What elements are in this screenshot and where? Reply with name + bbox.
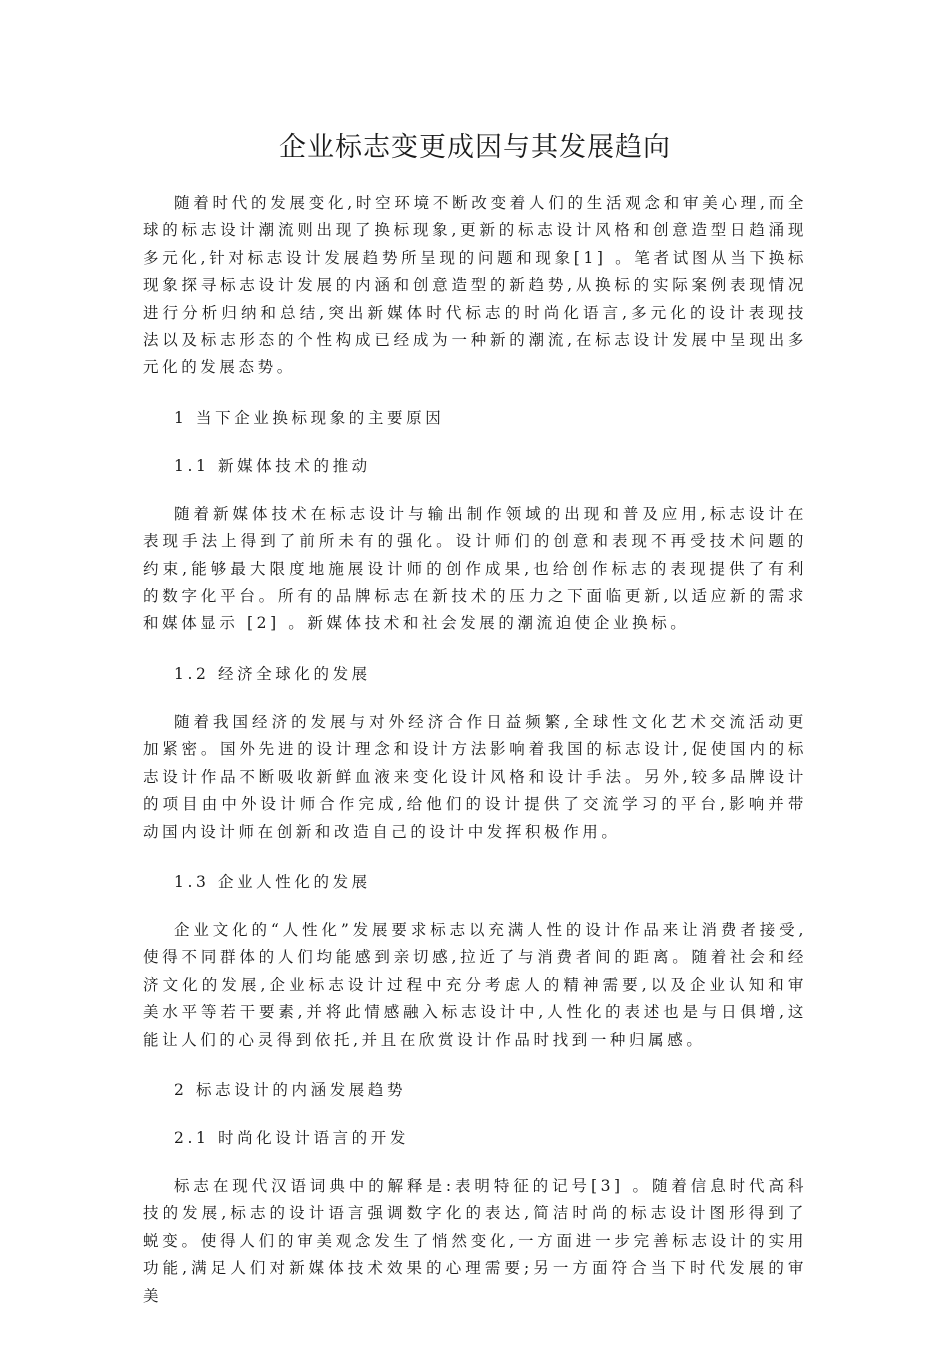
intro-paragraph: 随着时代的发展变化,时空环境不断改变着人们的生活观念和审美心理,而全球的标志设计潮流则出现了换标现象,更新的标志设计风格和创意造型日趋涌现多元化,针对标志设计发展趋势所呈现的问题和现象[1] 。笔者试图从当下换标现象探寻标志设计发展的内涵和创意造型的新趋势,从换标的实际案例表现情况进行分析归纳和总结,突出新媒体时代标志的时尚化语言,多元化的设计表现技法以及标志形态的个性构成已经成为一种新的潮流,在标志设计发展中呈现出多元化的发展态势。 xyxy=(143,194,807,377)
paragraph-1-1: 随着新媒体技术在标志设计与输出制作领域的出现和普及应用,标志设计在表现手法上得到了前所未有的强化。设计师们的创意和表现不再受技术问题的约束,能够最大限度地施展设计师的创作成果,也给创作标志的表现提供了有利的数字化平台。所有的品牌标志在新技术的压力之下面临更新,以适应新的需求和媒体显示 [2] 。新媒体技术和社会发展的潮流迫使企业换标。 xyxy=(143,504,807,633)
paragraph-2-1: 标志在现代汉语词典中的解释是:表明特征的记号[3] 。随着信息时代高科技的发展,标志的设计语言强调数字化的表达,简洁时尚的标志设计图形得到了蜕变。使得人们的审美观念发生了悄然变化,一方面进一步完善标志设计的实用功能,满足人们对新媒体技术效果的心理需要;另一方面符合当下时代发展的审美 xyxy=(143,1176,807,1305)
subsection-heading-1-1: 1.1 新媒体技术的推动 xyxy=(174,456,371,475)
paragraph-1-2: 随着我国经济的发展与对外经济合作日益频繁,全球性文化艺术交流活动更加紧密。国外先进的设计理念和设计方法影响着我国的标志设计,促使国内的标志设计作品不断吸收新鲜血液来变化设计风格和设计手法。另外,较多品牌设计的项目由中外设计师合作完成,给他们的设计提供了交流学习的平台,影响并带动国内设计师在创新和改造自己的设计中发挥积极作用。 xyxy=(143,712,807,841)
document-page xyxy=(143,128,807,1310)
paragraph-1-3: 企业文化的“人性化”发展要求标志以充满人性的设计作品来让消费者接受,使得不同群体的人们均能感到亲切感,拉近了与消费者间的距离。随着社会和经济文化的发展,企业标志设计过程中充分考虑人的精神需要,以及企业认知和审美水平等若干要素,并将此情感融入标志设计中,人性化的表述也是与日俱增,这能让人们的心灵得到依托,并且在欣赏设计作品时找到一种归属感。 xyxy=(143,920,807,1049)
subsection-heading-1-3: 1.3 企业人性化的发展 xyxy=(174,872,371,891)
section-heading-2: 2 标志设计的内涵发展趋势 xyxy=(174,1080,407,1099)
subsection-heading-2-1: 2.1 时尚化设计语言的开发 xyxy=(174,1128,409,1147)
subsection-heading-1-2: 1.2 经济全球化的发展 xyxy=(174,664,371,683)
section-heading-1: 1 当下企业换标现象的主要原因 xyxy=(174,408,445,427)
paper-title: 企业标志变更成因与其发展趋向 xyxy=(279,132,671,163)
